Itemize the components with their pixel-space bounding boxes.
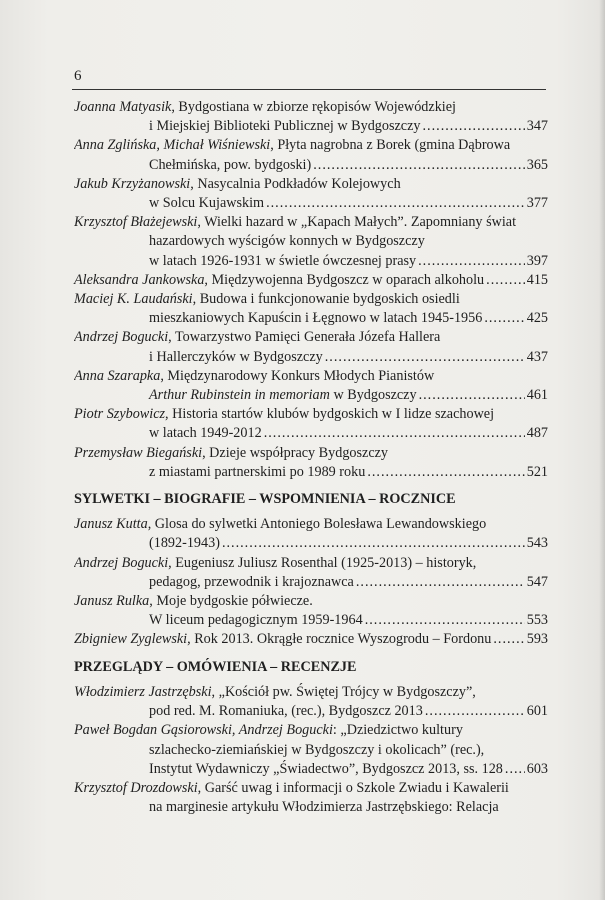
entry-author: Anna Zglińska, Michał Wiśniewski (74, 137, 271, 154)
entry-author: Janusz Kutta (74, 516, 148, 533)
entry-page: 425 (526, 310, 548, 327)
entry-title: , Eugeniusz Juliusz Rosenthal (1925-2013) – historyk, (168, 554, 477, 571)
leader-dots (486, 271, 525, 290)
toc-entry (74, 779, 548, 817)
leader-dots (423, 117, 525, 136)
toc-entry (74, 405, 548, 443)
page-number: 6 (74, 68, 82, 84)
toc-entry (74, 721, 548, 779)
entry-title: , Rok 2013. Okrągłe rocznice Wyszogrodu – Fordonu (187, 631, 492, 648)
toc-entry (74, 98, 548, 136)
entry-author: Piotr Szybowicz (74, 406, 166, 423)
entry-title: , Glosa do sylwetki Antoniego Bolesława Lewandowskiego (147, 516, 487, 533)
entry-author: Anna Szarapka (74, 367, 161, 384)
entry-title: , Wielki hazard w „Kapach Małych”. Zapomniany świat (197, 214, 517, 231)
entry-page: 543 (526, 535, 548, 552)
entry-author: Zbigniew Zyglewski (74, 631, 188, 648)
entry-title-cont: w Bydgoszczy (329, 387, 417, 404)
entry-title: , Dzieje współpracy Bydgoszczy (202, 444, 389, 461)
leader-dots (493, 630, 524, 649)
entry-title-cont: na marginesie artykułu Włodzimierza Jastrzębskiego: Relacja (149, 799, 499, 816)
entry-title-cont: Instytut Wydawniczy „Świadectwo”, Bydgoszcz 2013, ss. 128 (149, 760, 503, 777)
leader-dots (425, 702, 525, 721)
entry-page: 461 (526, 387, 548, 404)
entry-author: Joanna Matyasik (74, 99, 172, 115)
entry-title: : „Dziedzictwo kultury (332, 722, 463, 739)
leader-dots (266, 194, 525, 213)
entry-title-cont: w latach 1949-2012 (149, 425, 262, 442)
entry-page: 347 (526, 118, 548, 135)
leader-dots (505, 760, 525, 779)
header-rule (72, 89, 546, 90)
entry-title-cont: (1892-1943) (149, 535, 220, 552)
toc-entry (74, 136, 548, 174)
entry-title: , Moje bydgoskie półwiecze. (149, 593, 313, 610)
entry-title: , Bydgostiana w zbiorze rękopisów Wojewódzkiej (171, 99, 456, 115)
entry-page: 487 (526, 425, 548, 442)
leader-dots (419, 386, 525, 405)
entry-page: 547 (526, 573, 548, 590)
entry-author: Andrzej Bogucki (74, 554, 169, 571)
entry-title-cont: w Solcu Kujawskim (149, 195, 265, 212)
section-heading: PRZEGLĄDY – OMÓWIENIA – RECENZJE (74, 658, 357, 675)
leader-dots (367, 463, 524, 482)
entry-page: 415 (526, 271, 548, 288)
entry-page: 397 (526, 252, 548, 269)
section-heading: SYLWETKI – BIOGRAFIE – WSPOMNIENIA – ROCZNICE (74, 491, 456, 508)
entry-title-cont: Chełmińska, pow. bydgoski) (149, 156, 312, 173)
toc-entry (74, 515, 548, 553)
leader-dots (484, 309, 524, 328)
entry-page: 365 (526, 156, 548, 173)
entry-title-cont: i Miejskiej Biblioteki Publicznej w Bydgoszczy (149, 118, 421, 135)
entry-title: , Budowa i funkcjonowanie bydgoskich osiedli (192, 291, 460, 308)
toc-entry (74, 290, 548, 328)
table-of-contents (74, 98, 548, 817)
entry-author: Maciej K. Laudański (74, 291, 193, 308)
toc-entry (74, 554, 548, 592)
entry-page: 377 (526, 195, 548, 212)
page-edge-shadow (599, 0, 605, 900)
toc-entry (74, 213, 548, 271)
toc-entry (74, 592, 548, 630)
entry-title-cont: z miastami partnerskimi po 1989 roku (149, 463, 366, 480)
leader-dots (325, 348, 525, 367)
leader-dots (222, 534, 525, 553)
toc-entry (74, 328, 548, 366)
toc-entry (74, 630, 548, 649)
leader-dots (418, 252, 525, 271)
leader-dots (356, 573, 525, 592)
entry-author: Aleksandra Jankowska (74, 271, 205, 288)
entry-title: , Towarzystwo Pamięci Generała Józefa Hallera (168, 329, 441, 346)
entry-author: Jakub Krzyżanowski (74, 175, 191, 192)
leader-dots (365, 611, 525, 630)
entry-title: , Międzywojenna Bydgoszcz w oparach alkoholu (204, 271, 485, 288)
entry-title: , Garść uwag i informacji o Szkole Zwiadu i Kawalerii (197, 779, 509, 796)
entry-page: 603 (526, 760, 548, 777)
entry-author: Andrzej Bogucki (74, 329, 169, 346)
toc-entry (74, 175, 548, 213)
entry-title-cont: pedagog, przewodnik i krajoznawca (149, 573, 354, 590)
entry-author: Krzysztof Drozdowski (74, 779, 198, 796)
toc-entry (74, 444, 548, 482)
entry-author: Janusz Rulka (74, 593, 150, 610)
toc-entry (74, 683, 548, 721)
entry-work-title: Arthur Rubinstein in memoriam (149, 387, 330, 404)
toc-entry (74, 271, 548, 290)
entry-page: 521 (526, 463, 548, 480)
toc-entry (74, 367, 548, 405)
entry-author: Przemysław Biegański (74, 444, 203, 461)
entry-title-cont: i Hallerczyków w Bydgoszczy (149, 348, 323, 365)
entry-page: 593 (526, 631, 548, 648)
entry-title-cont: pod red. M. Romaniuka, (rec.), Bydgoszcz 2013 (149, 703, 423, 720)
entry-page: 437 (526, 348, 548, 365)
entry-title: , Historia startów klubów bydgoskich w I lidze szachowej (165, 406, 495, 423)
entry-title: , Płyta nagrobna z Borek (gmina Dąbrowa (270, 137, 511, 154)
entry-title-cont: W liceum pedagogicznym 1959-1964 (149, 612, 363, 629)
leader-dots (313, 156, 524, 175)
entry-title: , „Kościół pw. Świętej Trójcy w Bydgoszczy”, (211, 683, 476, 700)
entry-title-cont: hazardowych wyścigów konnych w Bydgoszczy (149, 233, 425, 250)
entry-author: Paweł Bogdan Gąsiorowski, Andrzej Bogucki (74, 722, 333, 739)
entry-title-cont: w latach 1926-1931 w świetle ówczesnej prasy (149, 252, 417, 269)
entry-page: 601 (526, 703, 548, 720)
entry-page: 553 (526, 612, 548, 629)
entry-title: , Międzynarodowy Konkurs Młodych Pianistów (160, 367, 435, 384)
entry-author: Krzysztof Błażejewski (74, 214, 198, 231)
entry-title-cont: szlachecko-ziemiańskiej w Bydgoszczy i okolicach” (rec.), (149, 741, 485, 758)
leader-dots (264, 424, 525, 443)
entry-title-cont: mieszkaniowych Kapuścin i Łęgnowo w latach 1945-1956 (149, 310, 483, 327)
entry-title: , Nasycalnia Podkładów Kolejowych (190, 175, 401, 192)
entry-author: Włodzimierz Jastrzębski (74, 683, 212, 700)
